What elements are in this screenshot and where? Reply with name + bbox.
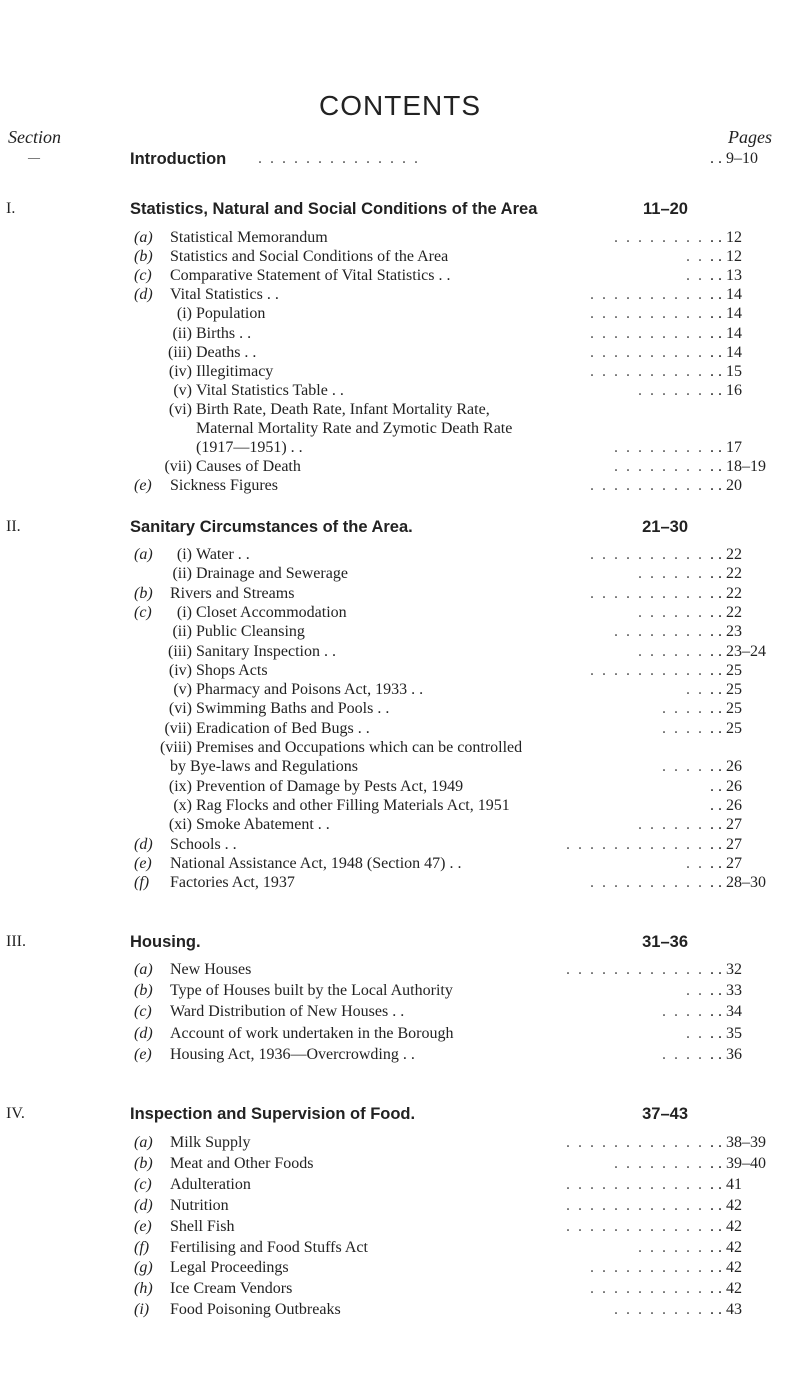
entry-leader: . . . . . . . . . . [590,343,704,361]
entry-pages: . . 26 [710,758,742,776]
entry-title: Vital Statistics . . [170,286,279,304]
entry-leader: . . . . [662,1003,704,1021]
entry-title: Premises and Occupations which can be controlled [196,739,523,756]
entry-leader: . . . . . . . . . . [590,305,704,323]
entry-leader: . . . . . . . . [614,1301,704,1319]
entry-leader: . . . . [662,700,704,718]
toc-entry [0,719,800,739]
toc-entry [0,476,800,496]
entry-letter: (b) [134,584,153,602]
toc-entry [0,738,800,758]
entry-leader: . . [686,681,704,699]
toc-entry [0,381,800,401]
entry-title: Maternal Mortality Rate and Zymotic Death Rate [196,420,513,437]
section-3-range: 31–36 [642,933,688,951]
entry-letter: (e) [134,854,152,872]
entry-letter: (a) [134,961,153,978]
entry-pages: . . 38–39 [710,1134,766,1151]
entry-letter: (h) [134,1280,153,1298]
entry-pages: . . 22 [710,603,742,621]
entry-pages: . . 22 [710,584,742,602]
toc-entry [0,1279,800,1299]
entry-leader: . . . . . . . . . . . . [566,1134,704,1151]
entry-leader: . . . . [662,719,704,737]
entry-leader: . . . . . . . . . . [590,661,704,679]
toc-entry [0,438,800,458]
entry-letter: (d) [134,835,153,853]
entry-letter: (f) [134,874,150,892]
entry-title: Nutrition [170,1196,229,1214]
entry-pages: . . 14 [710,343,742,361]
toc-entry [0,642,800,662]
section-3-title: Housing. [130,933,201,951]
toc-entry [0,661,800,681]
entry-letter: (a) [134,1134,153,1151]
entry-pages: . . 20 [710,477,742,495]
toc-entry [0,457,800,477]
entry-roman: (vi) [168,400,192,418]
entry-leader: . . . . [662,1045,704,1063]
entry-roman: (i) [176,546,192,563]
entry-leader: . . . . . . [638,1238,704,1256]
entry-pages: . . 17 [710,439,742,457]
entry-roman: (viii) [160,739,192,756]
entry-title: Rag Flocks and other Filling Materials Act, 1951 [196,796,510,814]
entry-leader: . . . . . . . . . . [590,584,704,602]
entry-title: Deaths . . [196,343,257,361]
entry-title: Water . . [196,546,250,563]
toc-entry [0,362,800,382]
entry-roman: (iv) [168,362,192,380]
entry-pages: . . 36 [710,1045,742,1063]
entry-letter: (c) [134,1003,152,1021]
toc-entry [0,584,800,604]
entry-leader: . . [686,1024,704,1042]
entry-letter: (f) [134,1238,150,1256]
entry-title: Illegitimacy [196,362,274,380]
toc-entry [0,1217,800,1237]
toc-entry [0,247,800,267]
toc-entry [0,1196,800,1216]
entry-title: Closet Accommodation [196,603,347,621]
introduction-marker: — [28,150,40,164]
entry-roman: (iii) [168,642,192,660]
toc-entry [0,324,800,344]
entry-title: Drainage and Sewerage [196,565,348,583]
toc-entry [0,228,800,248]
section-2-title: Sanitary Circumstances of the Area. [130,518,413,536]
entry-letter: (c) [134,267,152,285]
entry-pages: . . 22 [710,565,742,583]
entry-title: Ice Cream Vendors [170,1280,293,1298]
toc-entry [0,1154,800,1174]
entry-pages: . . 22 [710,546,742,563]
toc-entry [0,1133,800,1153]
entry-roman: (iv) [168,661,192,679]
entry-title: Account of work undertaken in the Borough [170,1024,454,1042]
entry-title: Shops Acts [196,661,268,679]
introduction-title: Introduction [130,150,227,168]
entry-title: Statistical Memorandum [170,229,328,246]
entry-pages: . . 42 [710,1280,742,1298]
entry-leader: . . . . . . . . [614,439,704,457]
entry-title: Birth Rate, Death Rate, Infant Mortality Rate, [196,400,490,418]
entry-letter: (e) [134,477,152,495]
entry-title: National Assistance Act, 1948 (Section 47) . . [170,854,462,872]
toc-entry [0,960,800,980]
section-4-title: Inspection and Supervision of Food. [130,1105,416,1123]
entry-leader: . . . . . . . . [614,1154,704,1172]
entry-leader: . . . . [662,758,704,776]
entry-pages: . . 42 [710,1196,742,1214]
toc-entry [0,699,800,719]
toc-entry [0,796,800,816]
toc-entry [0,1300,800,1320]
entry-title: Fertilising and Food Stuffs Act [170,1238,368,1256]
entry-title: Adulteration [170,1175,251,1193]
entry-leader: . . . . . . . . . . [590,874,704,892]
section-1-numeral: I. [6,200,16,217]
entry-pages: . . 42 [710,1238,742,1256]
entry-pages: . . 33 [710,982,742,1000]
entry-leader: . . . . . . [638,381,704,399]
entry-title: New Houses [170,961,252,978]
entry-leader: . . . . . . [638,816,704,834]
entry-title: Meat and Other Foods [170,1154,314,1172]
toc-entry [0,343,800,363]
entry-title: Sanitary Inspection . . [196,642,336,660]
entry-letter: (b) [134,982,153,1000]
entry-title: Legal Proceedings [170,1259,289,1277]
entry-pages: . . 14 [710,324,742,342]
entry-title: Housing Act, 1936—Overcrowding . . [170,1045,415,1063]
entry-title: Shell Fish [170,1217,235,1235]
entry-pages: . . 12 [710,229,742,246]
entry-pages: . . 42 [710,1217,742,1235]
entry-title: Vital Statistics Table . . [196,381,344,399]
entry-leader: . . . . . . . . . . [590,362,704,380]
entry-roman: (iii) [168,343,192,361]
toc-entry [0,266,800,286]
entry-pages: . . 16 [710,381,742,399]
introduction-pages: . . 9–10 [710,150,758,167]
entry-title: Prevention of Damage by Pests Act, 1949 [196,777,464,795]
entry-pages: . . 13 [710,267,742,285]
entry-pages: . . 27 [710,816,742,834]
entry-leader: . . . . . . [638,603,704,621]
entry-title: Schools . . [170,835,237,853]
section-2-range: 21–30 [642,518,688,536]
entry-letter: (c) [134,1175,152,1193]
entry-title: Births . . [196,324,252,342]
entry-leader: . . . . . . . . [614,229,704,246]
toc-entry [0,304,800,324]
entry-title: Comparative Statement of Vital Statistics . . [170,267,451,285]
entry-pages: . . 32 [710,961,742,978]
entry-leader: . . . . . . . . [614,623,704,641]
entry-title: Rivers and Streams [170,584,295,602]
entry-title: Public Cleansing [196,623,305,641]
entry-pages: . . 14 [710,286,742,304]
introduction-leader: . . . . . . . . . . . . . . [258,150,420,167]
entry-leader: . . . . . . . . . . . . [566,961,704,978]
section-3-numeral: III. [6,933,26,950]
entry-pages: . . 25 [710,700,742,718]
entry-letter: (b) [134,248,153,266]
entry-leader: . . . . . . . . . . . . [566,1196,704,1214]
toc-entry [0,835,800,855]
section-column-header: Section [8,127,61,147]
entry-title: Causes of Death [196,458,301,476]
entry-pages: . . 35 [710,1024,742,1042]
entry-leader: . . . . . . . . . . . . [566,835,704,853]
toc-entry [0,981,800,1001]
entry-pages: . . 41 [710,1175,742,1193]
entry-letter: (g) [134,1259,153,1277]
entry-pages: . . 12 [710,248,742,266]
toc-entry [0,1258,800,1278]
entry-leader: . . . . . . . . . . [590,477,704,495]
entry-pages: . . 42 [710,1259,742,1277]
entry-leader: . . . . . . . . . . [590,546,704,563]
entry-title: Statistics and Social Conditions of the Area [170,248,449,266]
toc-entry [0,680,800,700]
toc-entry [0,400,800,420]
entry-roman: (v) [173,681,192,699]
toc-entry [0,285,800,305]
entry-letter: (d) [134,1024,153,1042]
entry-pages: . . 25 [710,719,742,737]
entry-title: Factories Act, 1937 [170,874,295,892]
entry-title: Swimming Baths and Pools . . [196,700,390,718]
entry-letter: (a) [134,546,153,563]
toc-entry [0,1002,800,1022]
entry-title: Ward Distribution of New Houses . . [170,1003,405,1021]
entry-title: Eradication of Bed Bugs . . [196,719,370,737]
entry-pages: . . 15 [710,362,742,380]
toc-entry [0,1024,800,1044]
entry-leader: . . . . . . . . . . [590,1259,704,1277]
toc-entry [0,622,800,642]
section-2-numeral: II. [6,518,21,535]
entry-leader: . . . . . . . . . . . . [566,1217,704,1235]
entry-roman: (ii) [172,623,192,641]
entry-leader: . . [686,854,704,872]
entry-pages: . . 25 [710,681,742,699]
entry-pages: . . 26 [710,796,742,814]
entry-pages: . . 26 [710,777,742,795]
entry-title: Food Poisoning Outbreaks [170,1301,341,1319]
entry-title: Type of Houses built by the Local Authority [170,982,453,1000]
toc-entry [0,419,800,439]
entry-letter: (d) [134,286,153,304]
entry-leader: . . . . . . [638,642,704,660]
toc-entry [0,815,800,835]
entry-title: Milk Supply [170,1134,251,1151]
entry-roman: (i) [176,305,192,323]
entry-title: Sickness Figures [170,477,278,495]
entry-title: (1917—1951) . . [196,439,303,457]
entry-leader: . . [686,267,704,285]
toc-entry [0,873,800,893]
entry-leader: . . . . . . . . [614,458,704,476]
entry-leader: . . [686,248,704,266]
entry-roman: (x) [173,796,192,814]
entry-title: Smoke Abatement . . [196,816,330,834]
entry-pages: . . 43 [710,1301,742,1319]
toc-entry [0,1045,800,1065]
entry-leader: . . . . . . [638,565,704,583]
section-4-range: 37–43 [642,1105,688,1123]
entry-title: Pharmacy and Poisons Act, 1933 . . [196,681,424,699]
entry-letter: (d) [134,1196,153,1214]
entry-leader: . . . . . . . . . . . . [566,1175,704,1193]
entry-roman: (vii) [164,719,192,737]
entry-pages: . . 39–40 [710,1154,766,1172]
entry-leader: . . . . . . . . . . [590,286,704,304]
entry-pages: . . 23 [710,623,742,641]
entry-title: by Bye-laws and Regulations [170,758,358,776]
entry-letter: (e) [134,1217,152,1235]
toc-entry [0,1238,800,1258]
entry-letter: (c) [134,603,152,621]
pages-column-header: Pages [728,127,772,147]
entry-roman: (xi) [168,816,192,834]
toc-entry [0,854,800,874]
entry-title: Population [196,305,266,323]
entry-pages: . . 25 [710,661,742,679]
section-1-title: Statistics, Natural and Social Conditions of the Area [130,200,538,218]
entry-roman: (ii) [172,565,192,583]
entry-pages: . . 18–19 [710,458,766,476]
page-title: CONTENTS [319,90,481,121]
entry-roman: (ix) [168,777,192,795]
entry-roman: (vii) [164,458,192,476]
entry-pages: . . 27 [710,854,742,872]
section-1-range: 11–20 [643,200,688,218]
entry-letter: (b) [134,1154,153,1172]
toc-entry [0,545,800,565]
entry-pages: . . 27 [710,835,742,853]
entry-letter: (e) [134,1045,152,1063]
toc-entry [0,777,800,797]
entry-roman: (v) [173,381,192,399]
entry-letter: (i) [134,1301,150,1319]
entry-leader: . . . . . . . . . . [590,1280,704,1298]
section-4-numeral: IV. [6,1105,25,1122]
entry-roman: (i) [176,603,192,621]
toc-entry [0,757,800,777]
entry-leader: . . . . . . . . . . [590,324,704,342]
entry-roman: (vi) [168,700,192,718]
toc-entry [0,603,800,623]
entry-pages: . . 14 [710,305,742,323]
entry-roman: (ii) [172,324,192,342]
entry-leader: . . [686,982,704,1000]
toc-entry [0,564,800,584]
entry-letter: (a) [134,229,153,246]
entry-pages: . . 28–30 [710,874,766,892]
entry-pages: . . 34 [710,1003,742,1021]
entry-pages: . . 23–24 [710,642,766,660]
toc-entry [0,1175,800,1195]
